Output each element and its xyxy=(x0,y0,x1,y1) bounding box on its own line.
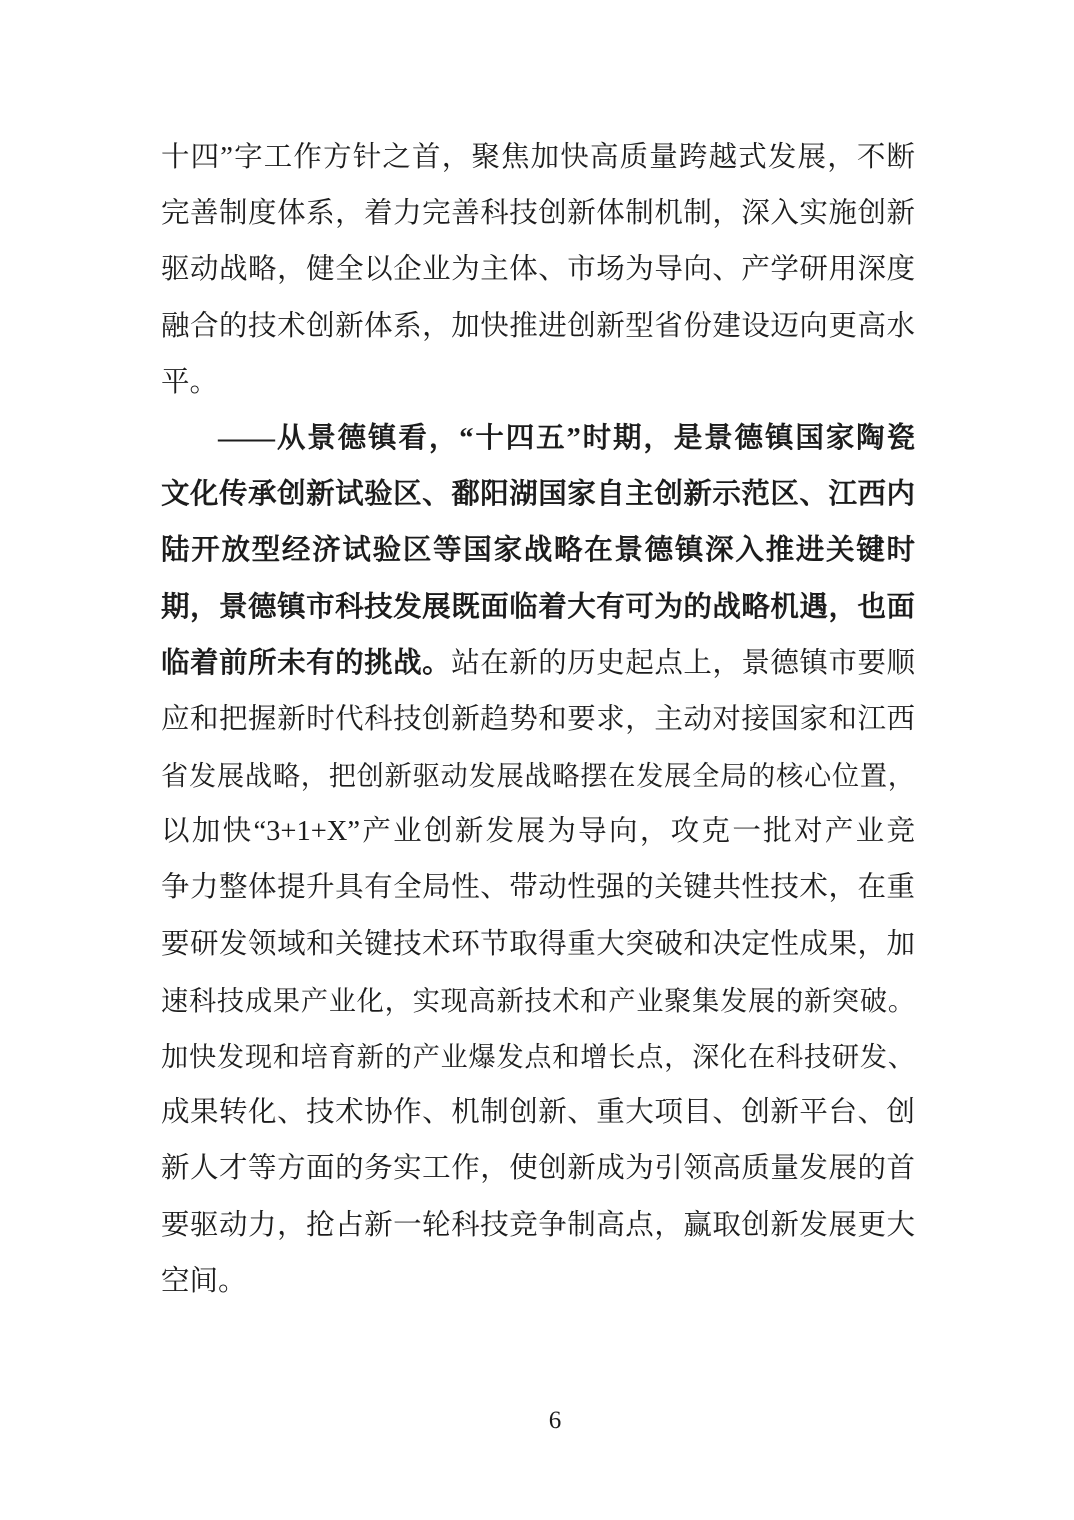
bold-text-run: 文化传承创新试验区、鄱阳湖国家自主创新示范区、江西内 xyxy=(161,479,915,511)
text-run: 争力整体提升具有全局性、带动性强的关键共性技术，在重 xyxy=(161,872,915,904)
text-run: 加快发现和培育新的产业爆发点和增长点，深化在科技研发、 xyxy=(161,1042,915,1072)
text-line xyxy=(161,636,915,692)
text-line xyxy=(161,748,915,804)
text-line xyxy=(161,860,915,916)
text-line xyxy=(161,467,915,523)
text-line xyxy=(161,692,915,748)
text-run: 空间。 xyxy=(161,1265,247,1297)
text-line xyxy=(161,186,915,242)
text-line xyxy=(161,1085,915,1141)
text-run: 以加快“3+1+X”产业创新发展为导向，攻克一批对产业竞 xyxy=(161,816,915,848)
text-line xyxy=(161,355,915,411)
bold-text-run: 陆开放型经济试验区等国家战略在景德镇深入推进关键时 xyxy=(161,535,915,567)
text-line xyxy=(161,1029,915,1085)
text-run: 完善制度体系，着力完善科技创新体制机制，深入实施创新 xyxy=(161,198,915,230)
bold-text-run: ——从景德镇看，“十四五”时期，是景德镇国家陶瓷 xyxy=(218,422,915,454)
page-number: 6 xyxy=(548,1407,562,1434)
text-line xyxy=(161,917,915,973)
text-line xyxy=(161,299,915,355)
text-run: 应和把握新时代科技创新趋势和要求，主动对接国家和江西 xyxy=(161,703,915,735)
document-body xyxy=(161,130,915,1310)
text-run: 新人才等方面的务实工作，使创新成为引领高质量发展的首 xyxy=(161,1153,915,1185)
text-run: 要研发领域和关键技术环节取得重大突破和决定性成果，加 xyxy=(161,928,915,960)
text-run: 平。 xyxy=(161,366,219,398)
text-line xyxy=(161,1254,915,1310)
text-run: 要驱动力，抢占新一轮科技竞争制高点，赢取创新发展更大 xyxy=(161,1209,915,1241)
text-run: 驱动战略，健全以企业为主体、市场为导向、产学研用深度 xyxy=(161,254,915,286)
text-run: 站在新的历史起点上，景德镇市要顺 xyxy=(451,647,915,679)
text-line xyxy=(161,1141,915,1197)
text-line xyxy=(161,1198,915,1254)
text-line xyxy=(161,523,915,579)
text-run: 成果转化、技术协作、机制创新、重大项目、创新平台、创 xyxy=(161,1097,915,1129)
text-line xyxy=(161,580,915,636)
text-line xyxy=(161,411,915,467)
text-line xyxy=(161,973,915,1029)
text-line xyxy=(161,804,915,860)
text-run: 省发展战略，把创新驱动发展战略摆在发展全局的核心位置， xyxy=(161,761,915,792)
bold-text-run: 临着前所未有的挑战。 xyxy=(161,647,452,679)
text-run: 速科技成果产业化，实现高新技术和产业聚集发展的新突破。 xyxy=(161,985,915,1016)
bold-text-run: 期，景德镇市科技发展既面临着大有可为的战略机遇，也面 xyxy=(161,591,915,623)
text-run: 融合的技术创新体系，加快推进创新型省份建设迈向更高水 xyxy=(161,310,915,342)
text-line xyxy=(161,130,915,186)
text-line xyxy=(161,242,915,298)
text-run: 十四”字工作方针之首，聚焦加快高质量跨越式发展，不断 xyxy=(161,142,915,173)
